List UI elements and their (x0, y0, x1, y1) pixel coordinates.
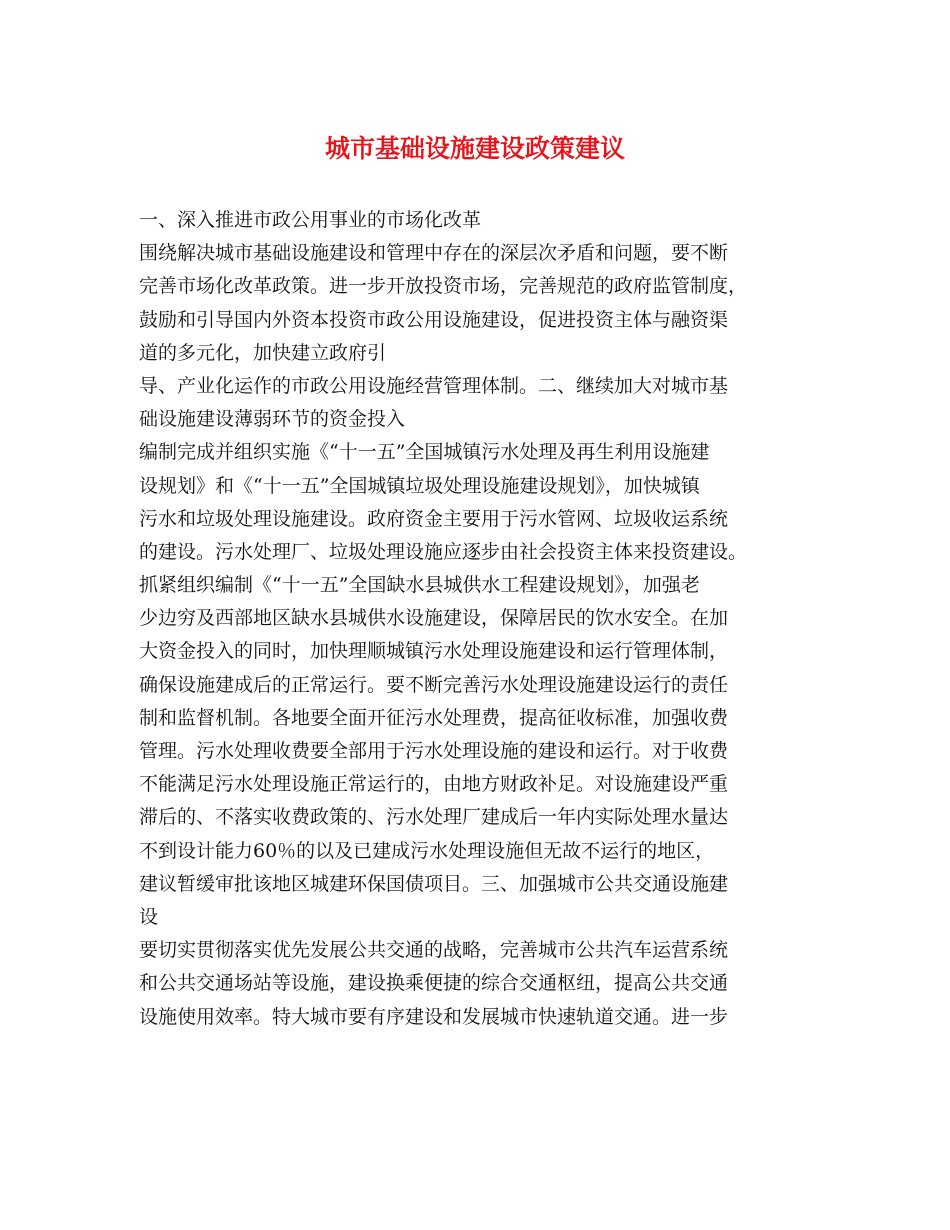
document-body (139, 204, 829, 1034)
text-line: 一、深入推进市政公用事业的市场化改革 (139, 209, 482, 231)
text-line: 完善市场化改革政策。进一步开放投资市场，完善规范的政府监管制度， (139, 275, 748, 298)
text-line: 编制完成并组织实施《“十一五”全国城镇污水处理及再生利用设施建 (139, 441, 710, 464)
text-line: 围绕解决城市基础设施建设和管理中存在的深层次矛盾和问题，要不断 (139, 242, 729, 265)
text-line: 道的多元化，加快建立政府引 (139, 341, 387, 364)
text-line: 和公共交通场站等设施，建设换乘便捷的综合交通枢纽，提高公共交通 (139, 972, 729, 995)
text-line: 滞后的、不落实收费政策的、污水处理厂建成后一年内实际处理水量达 (139, 806, 729, 829)
text-line: 少边穷及西部地区缺水县城供水设施建设，保障居民的饮水安全。在加 (139, 607, 729, 630)
text-line: 的建设。污水处理厂、垃圾处理设施应逐步由社会投资主体来投资建设。 (139, 540, 748, 563)
text-line: 鼓励和引导国内外资本投资市政公用设施建设，促进投资主体与融资渠 (139, 308, 729, 331)
document-title: 城市基础设施建设政策建议 (324, 134, 625, 163)
text-line: 设施使用效率。特大城市要有序建设和发展城市快速轨道交通。进一步 (139, 1005, 729, 1028)
text-line: 抓紧组织编制《“十一五”全国缺水县城供水工程建设规划》，加强老 (139, 574, 700, 597)
text-line: 制和监督机制。各地要全面开征污水处理费，提高征收标准，加强收费 (139, 706, 729, 729)
text-line: 污水和垃圾处理设施建设。政府资金主要用于污水管网、垃圾收运系统 (139, 507, 729, 530)
text-line: 设 (139, 905, 159, 928)
text-line: 大资金投入的同时，加快理顺城镇污水处理设施建设和运行管理体制， (139, 640, 729, 663)
text-line: 础设施建设薄弱环节的资金投入 (139, 408, 406, 431)
text-line: 确保设施建成后的正常运行。要不断完善污水处理设施建设运行的责任 (139, 673, 729, 696)
text-line: 建议暂缓审批该地区城建环保国债项目。三、加强城市公共交通设施建 (139, 872, 729, 895)
text-line: 导、产业化运作的市政公用设施经营管理体制。二、继续加大对城市基 (139, 374, 729, 397)
text-line: 设规划》和《“十一五”全国城镇垃圾处理设施建设规划》，加快城镇 (139, 474, 700, 497)
text-line: 管理。污水处理收费要全部用于污水处理设施的建设和运行。对于收费 (139, 740, 729, 762)
text-line: 不到设计能力60％的以及已建成污水处理设施但无故不运行的地区， (139, 839, 715, 862)
text-line: 要切实贯彻落实优先发展公共交通的战略，完善城市公共汽车运营系统 (139, 939, 729, 962)
text-line: 不能满足污水处理设施正常运行的，由地方财政补足。对设施建设严重 (139, 773, 729, 796)
